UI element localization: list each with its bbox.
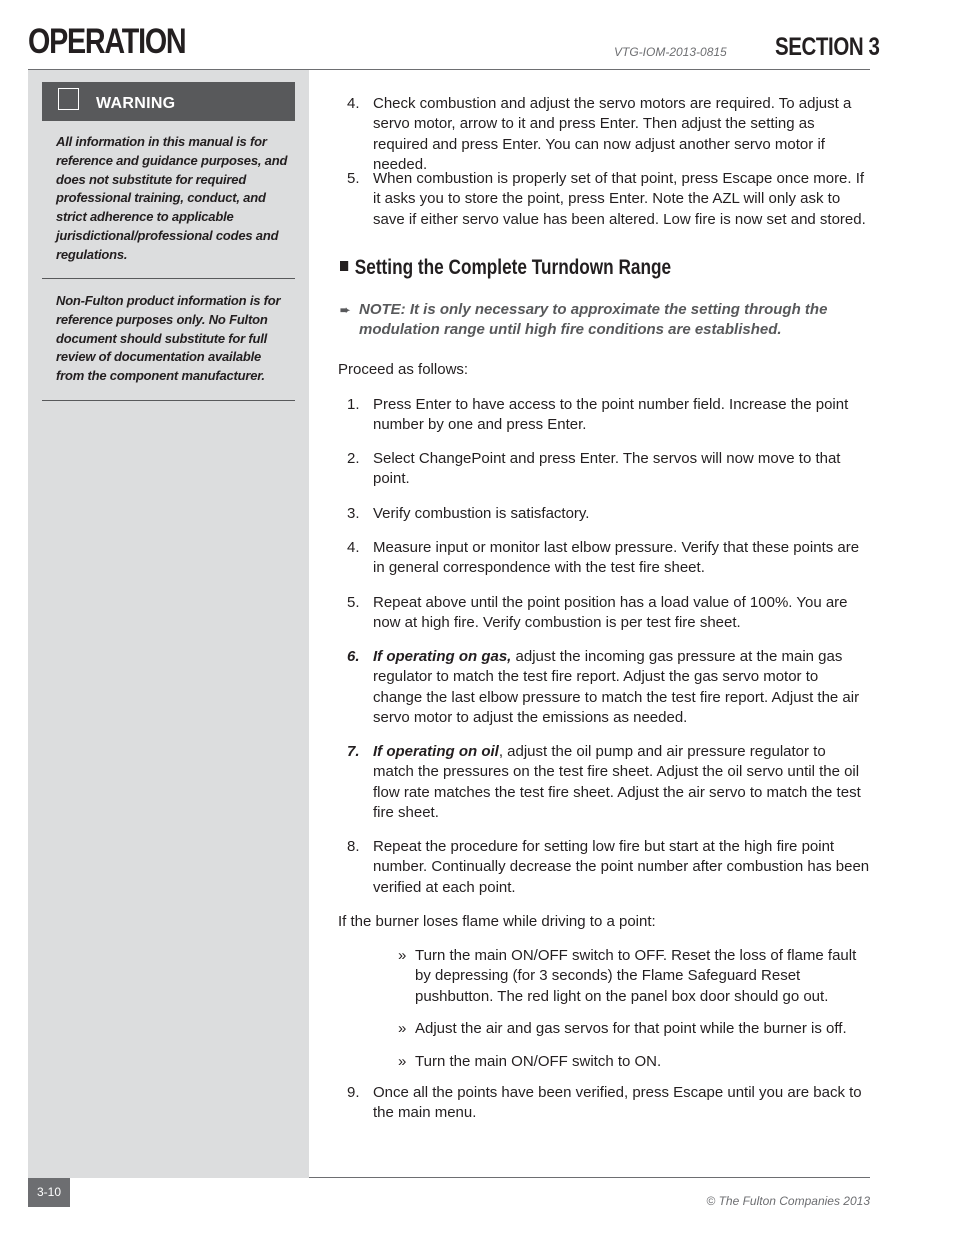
step-number: 5. [347, 170, 360, 187]
footer-divider [309, 1177, 870, 1178]
step-number: 7. [347, 743, 360, 760]
pointing-arrow-icon: ➨ [340, 303, 351, 317]
sidebar-divider [42, 400, 295, 401]
step-number: 8. [347, 838, 360, 855]
step-text: Select ChangePoint and press Enter. The servos will now move to that point. [373, 450, 841, 488]
step-number: 2. [347, 450, 360, 467]
step-number: 3. [347, 505, 360, 522]
step-text: Check combustion and adjust the servo motors are required. To adjust a servo motor, arrow to it and press Enter. Then adjust the setting as required and press Enter. You can now adjust another servo motor if needed. [373, 95, 852, 174]
chevron-bullet-icon: » [398, 1053, 407, 1070]
warning-label: WARNING [96, 95, 176, 112]
proceed-text: Proceed as follows: [338, 361, 469, 378]
note-text: NOTE: It is only necessary to approximate the setting through the modulation range until high fire conditions are established. [359, 301, 828, 339]
step-number: 4. [347, 539, 360, 556]
chevron-bullet-icon: » [398, 947, 407, 964]
step-text: Verify combustion is satisfactory. [373, 505, 590, 522]
warning-checkbox-icon [58, 88, 79, 110]
step-body: , adjust the oil pump and air pressure regulator to match the pressures on the test fire sheet. Adjust the oil servo until the oil flow rate matches the test fire sheet. Adjust the air servo to match the test fire sheet. [373, 743, 861, 822]
step-text [373, 742, 870, 824]
chevron-bullet-icon: » [398, 1020, 407, 1037]
step-number: 6. [347, 648, 360, 665]
step-number: 9. [347, 1084, 360, 1101]
warning-paragraph-nonfulton: Non-Fulton product information is for reference purposes only. No Fulton document should substitute for full review of documentation available from the component manufacturer. [56, 293, 281, 384]
step-lead: If operating on gas, [373, 648, 512, 665]
step-text: Repeat the procedure for setting low fire but start at the high fire point number. Continually decrease the point number after combustion has been verified at each point. [373, 838, 870, 896]
step-number: 1. [347, 396, 360, 413]
flame-loss-intro: If the burner loses flame while driving to a point: [338, 913, 656, 930]
step-text: Measure input or monitor last elbow pressure. Verify that these points are in general correspondence with the test fire sheet. [373, 539, 860, 577]
warning-paragraph-training: All information in this manual is for reference and guidance purposes, and does not substitute for required professional training, conduct, and strict adherence to applicable jurisdictional/professional codes and regulations. [56, 134, 288, 262]
step-text [373, 647, 870, 729]
bullet-text: Turn the main ON/OFF switch to OFF. Reset the loss of flame fault by depressing (for 3 seconds) the Flame Safeguard Reset pushbutton. The red light on the panel box door should go out. [415, 947, 857, 1005]
step-text: Once all the points have been verified, press Escape until you are back to the main menu. [373, 1084, 862, 1122]
copyright-notice: © The Fulton Companies 2013 [706, 1194, 870, 1208]
page-number: 3-10 [28, 1178, 70, 1207]
step-number: 4. [347, 95, 360, 112]
step-lead: If operating on oil [373, 743, 499, 760]
page-title: OPERATION [28, 22, 186, 61]
section-heading [340, 256, 671, 280]
step-text: Press Enter to have access to the point number field. Increase the point number by one and press Enter. [373, 396, 849, 434]
bullet-text: Turn the main ON/OFF switch to ON. [415, 1053, 662, 1070]
step-text: When combustion is properly set of that point, press Escape once more. If it asks you to store the point, press Enter. Note the AZL will only ask to save if either servo value has been altered. Low fire is now set and stored. [373, 170, 866, 228]
step-text: Repeat above until the point position has a load value of 100%. You are now at high fire. Verify combustion is per test fire sheet. [373, 594, 848, 632]
step-body: adjust the incoming gas pressure at the main gas regulator to match the test fire report. Adjust the gas servo motor to change the last elbow pressure to match the test fire report. Adjust the air servo motor to adjust the emissions as needed. [373, 648, 860, 727]
document-id: VTG-IOM-2013-0815 [614, 45, 727, 59]
step-number: 5. [347, 594, 360, 611]
sidebar-divider [42, 278, 295, 279]
square-bullet-icon [340, 261, 348, 271]
section-label: SECTION 3 [775, 33, 880, 61]
bullet-text: Adjust the air and gas servos for that point while the burner is off. [415, 1020, 847, 1037]
section-heading-text: Setting the Complete Turndown Range [354, 256, 672, 279]
